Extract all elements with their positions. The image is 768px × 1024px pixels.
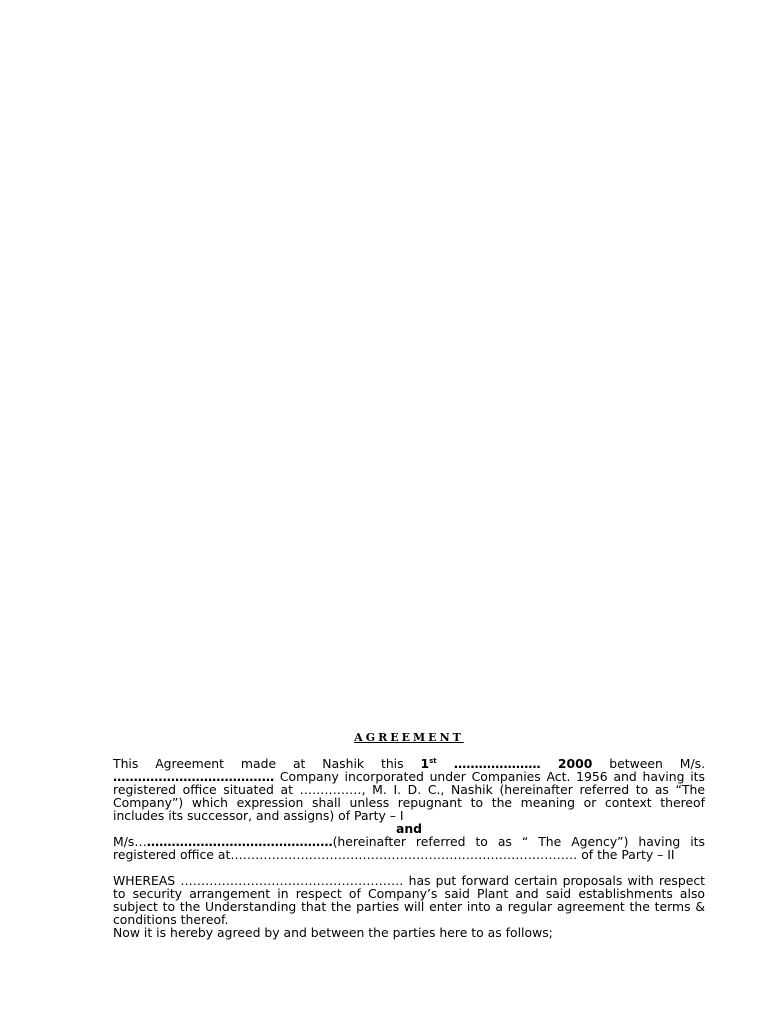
agreed-paragraph: Now it is hereby agreed by and between the parties here to as follows;	[113, 925, 553, 940]
agency-name-blank: ………………………………………	[146, 834, 333, 849]
agreement-page	[113, 731, 705, 939]
para2-text-2: (hereinafter referred to as “ The Agency”) having its registered office at………………………………………………………………………… of the Party – II	[113, 834, 705, 862]
party-two-paragraph	[113, 835, 705, 861]
agreement-day-suffix: st	[429, 757, 437, 765]
agreement-day: 1	[420, 756, 430, 771]
para2-text-1: M/s…	[113, 834, 147, 849]
para1-text-3: between M/s.	[592, 756, 706, 771]
company-name-blank: …………………………………	[113, 769, 275, 784]
document-title: AGREEMENT	[354, 731, 464, 744]
para1-text-1: This Agreement made at Nashik this	[113, 756, 421, 771]
agreement-date-blank: ………………… 2000	[436, 756, 593, 771]
and-separator: and	[395, 821, 423, 836]
para1-text-4: Company incorporated under Companies Act. 1956 and having its registered office situated at ……………, M. I. D. C., Nashik (hereinafter referred to as “The Company”) which expression shall unless repugnant to the meaning or context thereof includes its successor, and assigns) of Party – I	[113, 769, 705, 823]
party-one-paragraph	[113, 757, 705, 822]
whereas-paragraph: WHEREAS ……………………………………………… has put forward certain proposals with respect to security arrangement in respect of Company’s said Plant and said establishments also subject to the Understanding that the parties will enter into a regular agreement the terms & conditions thereof.	[113, 873, 705, 927]
